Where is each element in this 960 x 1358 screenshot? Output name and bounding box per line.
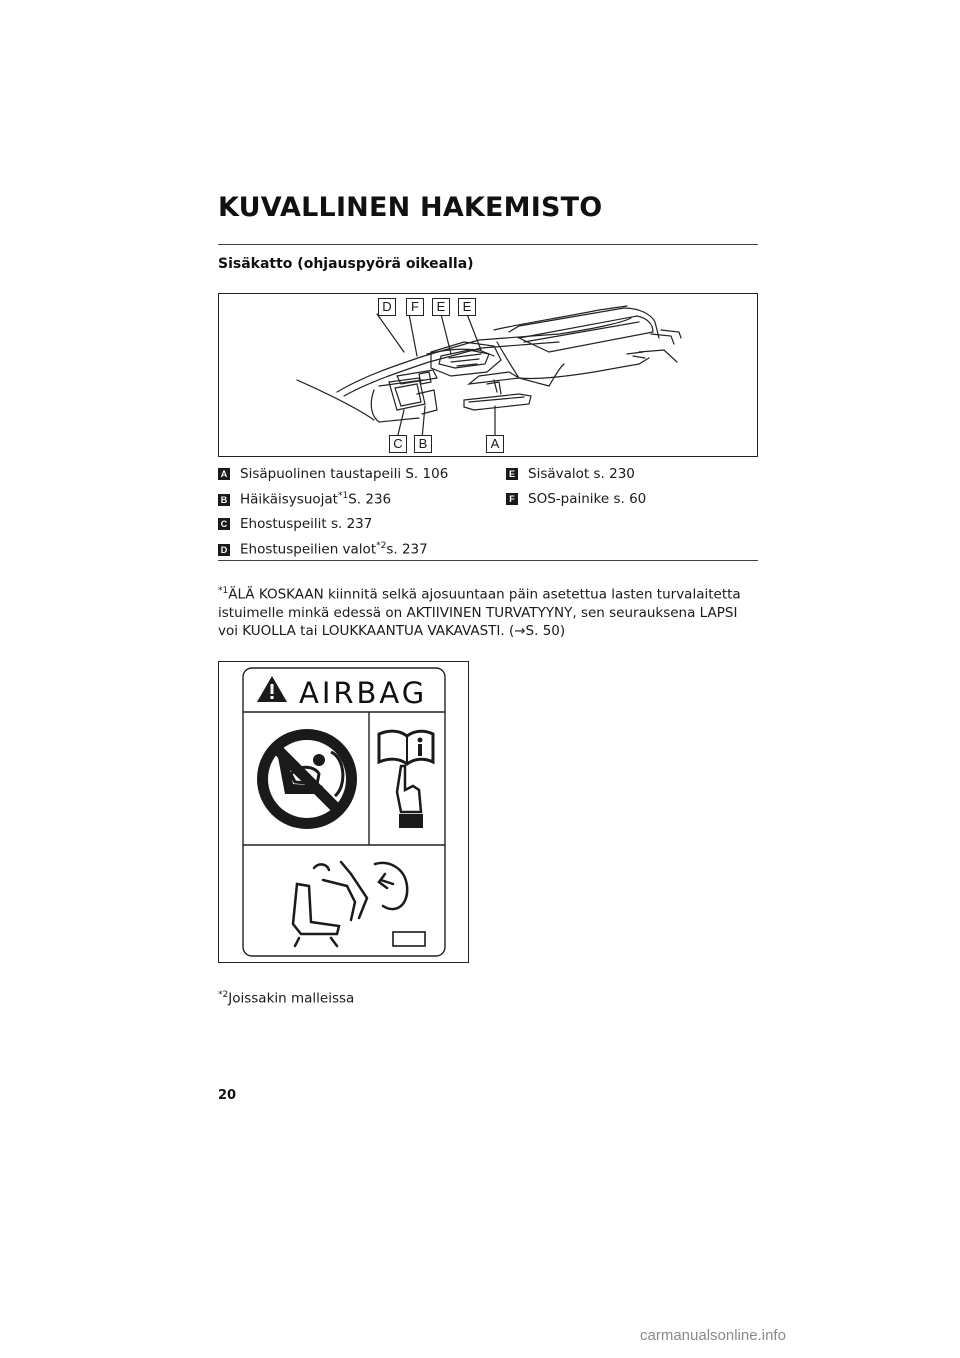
footnote-1 [218, 582, 758, 640]
owners-manual-icon [379, 731, 433, 764]
footnote-mark: *1 [218, 586, 229, 596]
footnote-mark: *2 [218, 990, 229, 1000]
legend-text: Sisäpuolinen taustapeili S. 106 [240, 466, 449, 482]
callout-bottom-a: A [486, 435, 504, 453]
watermark: carmanualsonline.info [640, 1327, 786, 1344]
legend-badge: E [506, 468, 518, 480]
footnote-text: Joissakin malleissa [228, 990, 355, 1007]
legend-text: Ehostuspeilien valot [240, 541, 377, 558]
legend-badge: A [218, 468, 230, 480]
footnote-ref: *2 [376, 541, 387, 551]
legend-page-ref: S. 236 [348, 491, 392, 508]
legend-badge: C [218, 518, 230, 530]
legend-item-d [218, 541, 428, 558]
legend-text: Sisävalot s. 230 [528, 466, 635, 482]
section-subtitle: Sisäkatto (ohjauspyörä oikealla) [218, 256, 474, 272]
callout-top-e1: E [432, 298, 450, 316]
airbag-heading: AIRBAG [299, 676, 428, 710]
legend-text: Häikäisysuojat [240, 491, 338, 508]
label-code-box [393, 932, 425, 946]
callout-bottom-c: C [389, 435, 407, 453]
legend-text: SOS-painike s. 60 [528, 491, 647, 507]
callout-bottom-b: B [414, 435, 432, 453]
legend-badge: D [218, 544, 230, 556]
page-number: 20 [218, 1088, 237, 1103]
no-rear-facing-child-seat-icon [257, 729, 357, 829]
legend-badge: B [218, 494, 230, 506]
airbag-label-drawing [219, 662, 468, 962]
page-title: KUVALLINEN HAKEMISTO [218, 192, 603, 223]
legend-item-c [218, 516, 372, 532]
footnote-text: ÄLÄ KOSKAAN kiinnitä selkä ajosuuntaan päin asetettua lasten turvalaitetta istuimelle minkä edessä on AKTIIVINEN TURVATYYNY, sen seurauksena LAPSI voi KUOLLA tai LOUKKAANTUA VAKAVASTI. (→S. 50) [218, 586, 741, 639]
legend-text: Ehostuspeilit s. 237 [240, 516, 373, 532]
legend-page-ref: s. 237 [386, 541, 428, 558]
legend-item-e [506, 466, 635, 482]
airbag-warning-label [218, 661, 469, 963]
callout-top-f: F [406, 298, 424, 316]
title-divider [218, 244, 758, 245]
roof-drawing [219, 294, 757, 456]
legend-badge: F [506, 493, 518, 505]
legend-item-a [218, 466, 448, 482]
callout-top-d: D [378, 298, 396, 316]
footnote-2 [218, 990, 354, 1007]
footnote-ref: *1 [337, 491, 349, 501]
legend-item-f [506, 491, 646, 507]
legend-item-b [218, 491, 391, 508]
interior-roof-illustration [218, 293, 758, 457]
callout-top-e2: E [458, 298, 476, 316]
legend-divider [218, 560, 758, 561]
